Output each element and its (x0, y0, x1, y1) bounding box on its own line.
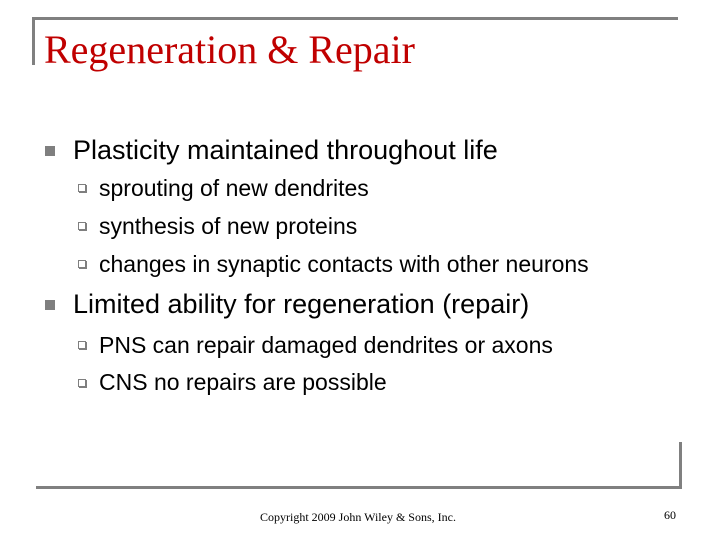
frame-right-line (679, 442, 682, 489)
page-number: 60 (664, 508, 676, 522)
hollow-square-bullet-icon (78, 184, 86, 192)
bullet-item: Plasticity maintained throughout life (73, 135, 498, 165)
hollow-square-bullet-icon (78, 260, 86, 268)
slide-title: Regeneration & Repair (44, 27, 415, 72)
bullet-item: Limited ability for regeneration (repair) (73, 289, 530, 319)
sub-bullet-item: PNS can repair damaged dendrites or axons (99, 332, 553, 358)
copyright-footer: Copyright 2009 John Wiley & Sons, Inc. (260, 510, 456, 524)
sub-bullet-item: changes in synaptic contacts with other neurons (99, 251, 589, 277)
sub-bullet-item: CNS no repairs are possible (99, 369, 387, 395)
sub-bullet-item: sprouting of new dendrites (99, 175, 369, 201)
square-bullet-icon (45, 300, 55, 310)
square-bullet-icon (45, 146, 55, 156)
hollow-square-bullet-icon (78, 222, 86, 230)
frame-top-line (32, 17, 678, 20)
hollow-square-bullet-icon (78, 379, 86, 387)
hollow-square-bullet-icon (78, 341, 86, 349)
frame-bottom-line (36, 486, 682, 489)
sub-bullet-item: synthesis of new proteins (99, 213, 358, 239)
frame-left-line (32, 17, 35, 65)
